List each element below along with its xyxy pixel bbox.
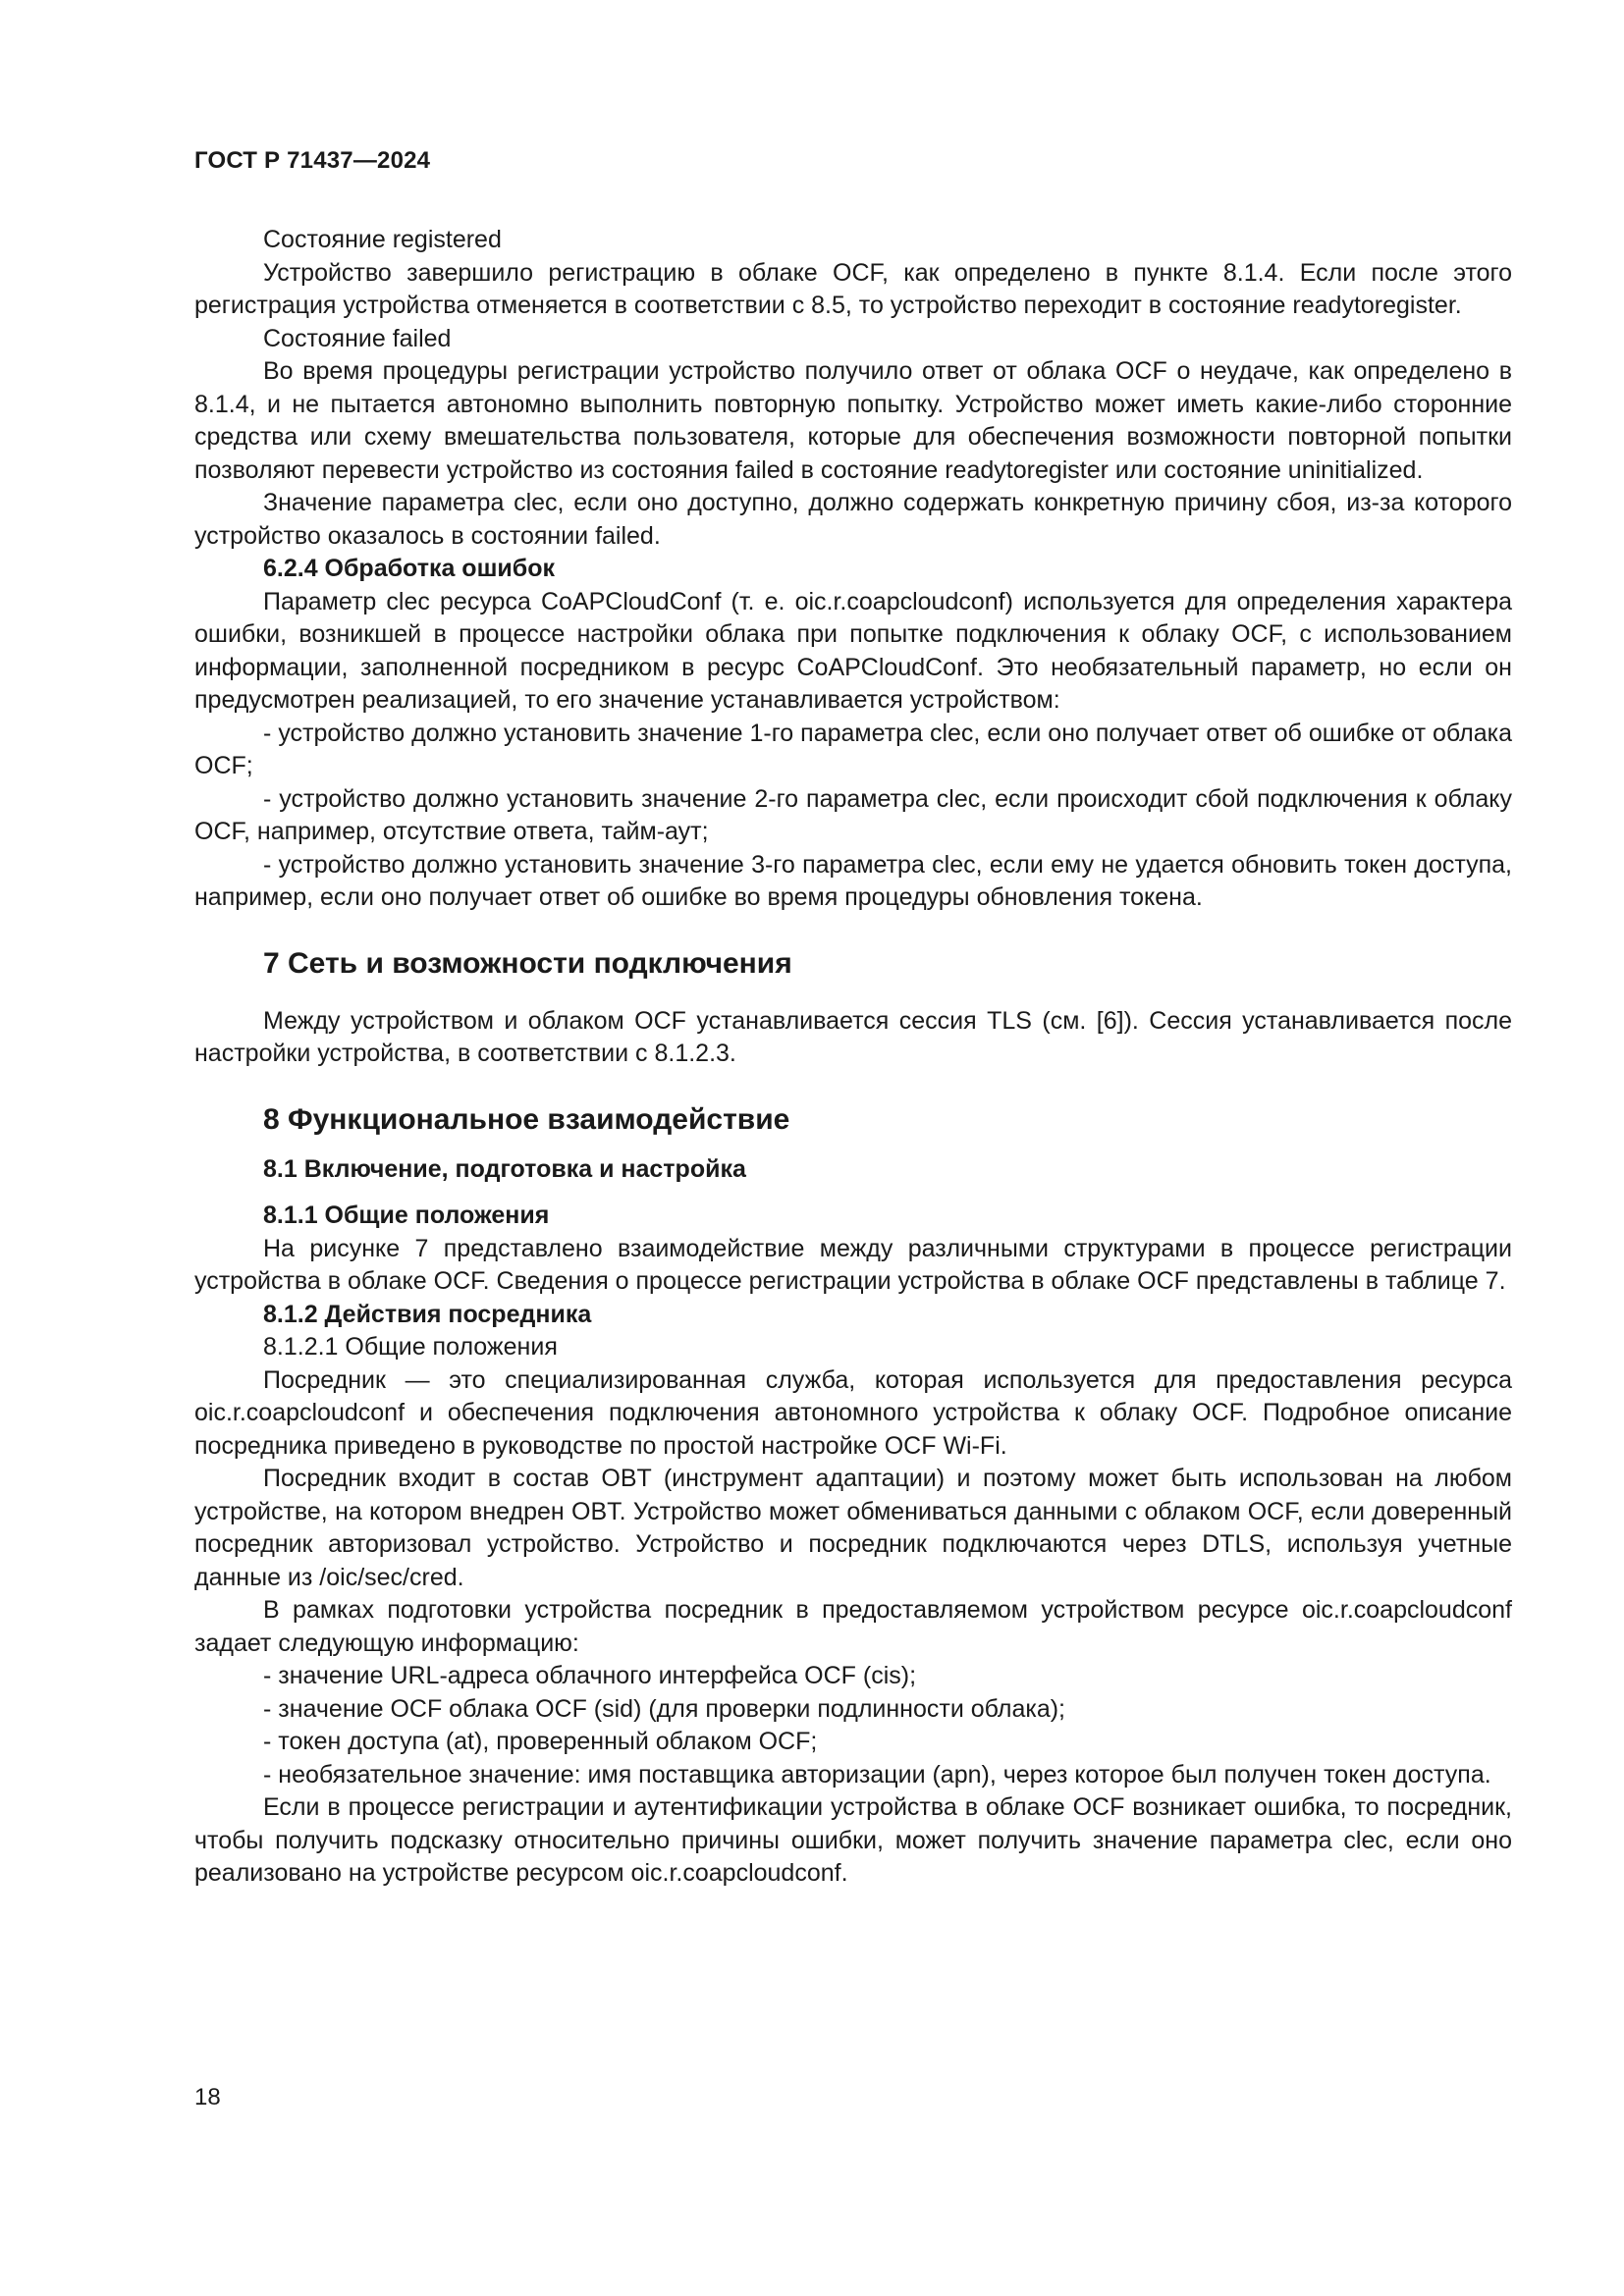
paragraph: Параметр clec ресурса CoAPCloudConf (т. е. oic.r.coapcloudconf) используется для определения характера ошибки, возникшей в процессе настройки облака при попытке подключения к облаку OCF, с использованием информации, заполненной посредником в ресурс CoAPCloudConf. Это необязательный параметр, но если он предусмотрен реализацией, то его значение устанавливается устройством: [194,587,1512,714]
paragraph: Посредник входит в состав OBT (инструмент адаптации) и поэтому может быть использован на любом устройстве, на котором внедрен OBT. Устройство может обмениваться данными с облаком OCF, если доверенный посредник авторизовал устройство. Устройство и посредник подключаются через DTLS, используя учетные данные из /oic/sec/cred. [194,1465,1512,1591]
document-header: ГОСТ Р 71437—2024 [194,147,431,174]
paragraph: В рамках подготовки устройства посредник в предоставляемом устройством ресурсе oic.r.coapcloudconf задает следующую информацию: [194,1596,1512,1657]
paragraph: Между устройством и облаком OCF устанавливается сессия TLS (см. [6]). Сессия устанавливается после настройки устройства, в соответствии с 8.1.2.3. [194,1006,1512,1067]
paragraph: Состояние registered [263,226,502,253]
paragraph: Посредник — это специализированная служба, которая используется для предоставления ресурса oic.r.coapcloudconf и обеспечения подключения автономного устройства к облаку OCF. Подробное описание посредника приведено в руководстве по простой настройке OCF Wi-Fi. [194,1365,1512,1460]
paragraph: На рисунке 7 представлено взаимодействие между различными структурами в процессе регистрации устройства в облаке OCF. Сведения о процессе регистрации устройства в облаке OCF представлены в таблице 7. [194,1234,1512,1295]
section-heading-7: 7 Сеть и возможности подключения [263,946,792,980]
paragraph: Устройство завершило регистрацию в облаке OCF, как определено в пункте 8.1.4. Если после этого регистрация устройства отменяется в соответствии с 8.5, то устройство переходит в состояние readytoregister. [194,258,1512,319]
page-number: 18 [194,2084,221,2110]
list-item: - устройство должно установить значение 1-го параметра clec, если оно получает ответ об ошибке от облака OCF; [194,719,1512,779]
list-item: - токен доступа (at), проверенный облаком OCF; [263,1728,818,1755]
paragraph: Состояние failed [263,324,452,352]
paragraph: Если в процессе регистрации и аутентификации устройства в облаке OCF возникает ошибка, то посредник, чтобы получить подсказку относительно причины ошибки, может получить значение параметра clec, если оно реализовано на устройстве ресурсом oic.r.coapcloudconf. [194,1793,1512,1887]
section-heading-6-2-4: 6.2.4 Обработка ошибок [263,555,556,582]
list-item: - необязательное значение: имя поставщика авторизации (apn), через которое был получен токен доступа. [263,1760,1491,1789]
list-item: - значение OCF облака OCF (sid) (для проверки подлинности облака); [263,1694,1066,1723]
subsection-heading-8-1-2-1: 8.1.2.1 Общие положения [263,1333,558,1361]
section-heading-8-1-1: 8.1.1 Общие положения [263,1201,550,1229]
section-heading-8: 8 Функциональное взаимодействие [263,1102,790,1136]
section-heading-8-1-2: 8.1.2 Действия посредника [263,1300,592,1328]
list-item: - значение URL-адреса облачного интерфейса OCF (cis); [263,1662,917,1689]
paragraph: Во время процедуры регистрации устройство получило ответ от облака OCF о неудаче, как определено в 8.1.4, и не пытается автономно выполнить повторную попытку. Устройство может иметь какие-либо сторонние средства или схему вмешательства пользователя, которые для обеспечения возможности повторной попытки позволяют перевести устройство из состояния failed в состояние readytoregister или состояние uninitialized. [194,357,1512,484]
list-item: - устройство должно установить значение 2-го параметра clec, если происходит сбой подключения к облаку OCF, например, отсутствие ответа, тайм-аут; [194,784,1512,845]
paragraph: Значение параметра clec, если оно доступно, должно содержать конкретную причину сбоя, из-за которого устройство оказалось в состоянии failed. [194,489,1512,550]
section-heading-8-1: 8.1 Включение, подготовка и настройка [263,1154,746,1183]
document-body [194,224,1512,1891]
list-item: - устройство должно установить значение 3-го параметра clec, если ему не удается обновить токен доступа, например, если оно получает ответ об ошибке во время процедуры обновления токена. [194,850,1512,911]
